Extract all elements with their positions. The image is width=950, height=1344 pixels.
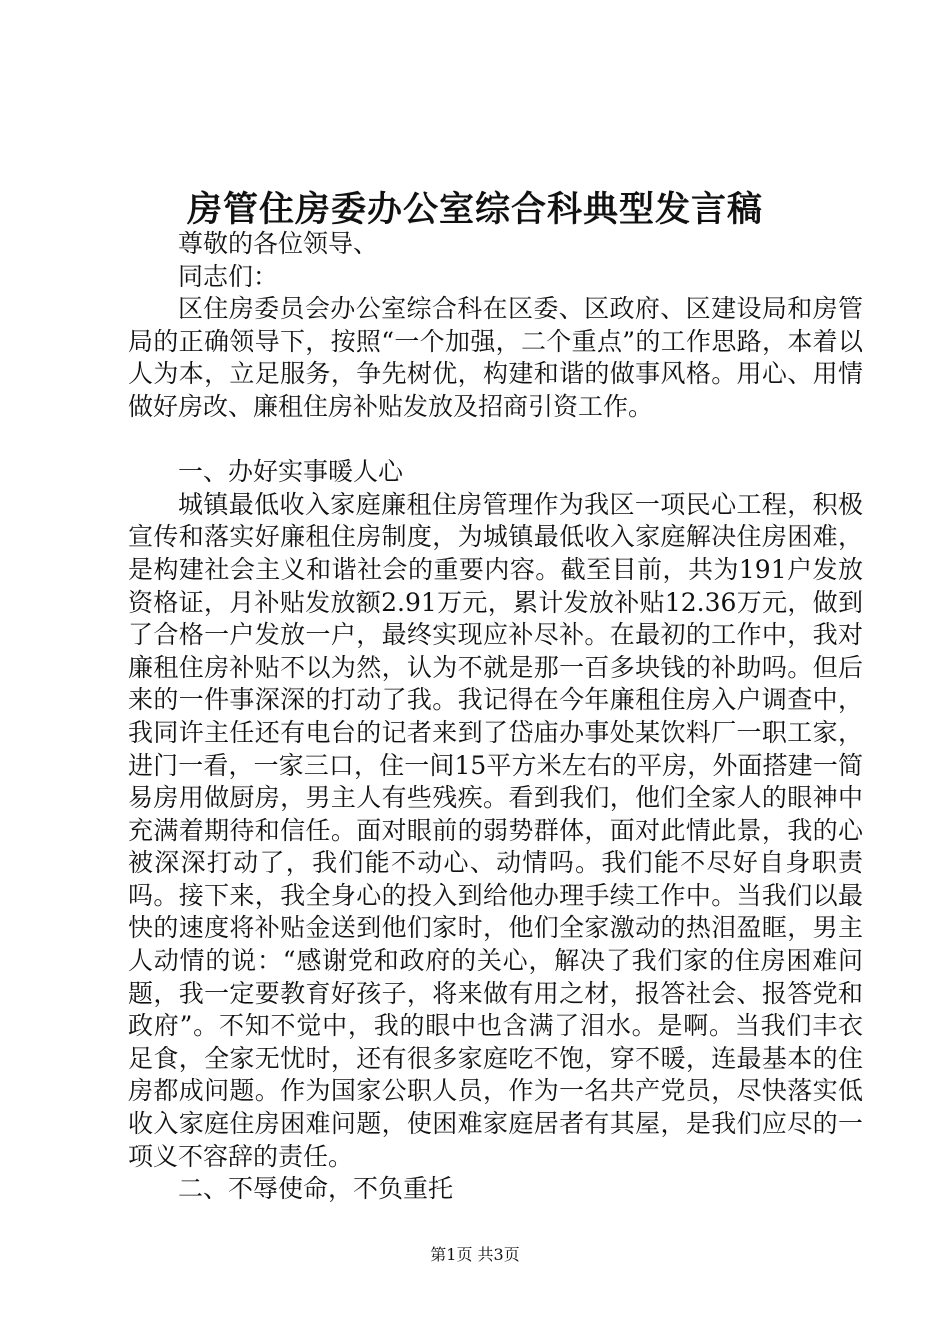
document-title: 房管住房委办公室综合科典型发言稿 (186, 189, 763, 230)
page-footer: 第1页 共3页 (430, 1245, 520, 1264)
document-body (128, 228, 863, 1206)
intro-paragraph: 区住房委员会办公室综合科在区委、区政府、区建设局和房管局的正确领导下，按照“一个加强，二个重点”的工作思路，本着以人为本，立足服务，争先树优，构建和谐的做事风格。用心、用情做好房改、廉租住房补贴发放及招商引资工作。 (128, 294, 863, 421)
salutation-line-2: 同志们： (178, 261, 279, 291)
section-1-paragraph: 城镇最低收入家庭廉租住房管理作为我区一项民心工程，积极宣传和落实好廉租住房制度，为城镇最低收入家庭解决住房困难，是构建社会主义和谐社会的重要内容。截至目前，共为191户发放资格证，月补贴发放额2.91万元，累计发放补贴12.36万元，做到了合格一户发放一户，最终实现应补尽补。在最初的工作中，我对廉租住房补贴不以为然，认为不就是那一百多块钱的补助吗。但后来的一件事深深的打动了我。我记得在今年廉租住房入户调查中，我同许主任还有电台的记者来到了岱庙办事处某饮料厂一职工家，进门一看，一家三口，住一间15平方米左右的平房，外面搭建一简易房用做厨房，男主人有些残疾。看到我们，他们全家人的眼神中充满着期待和信任。面对眼前的弱势群体，面对此情此景，我的心被深深打动了，我们能不动心、动情吗。我们能不尽好自身职责吗。接下来，我全身心的投入到给他办理手续工作中。当我们以最快的速度将补贴金送到他们家时，他们全家激动的热泪盈眶，男主人动情的说：“感谢党和政府的关心，解决了我们家的住房困难问题，我一定要教育好孩子，将来做有用之材，报答社会、报答党和政府”。不知不觉中，我的眼中也含满了泪水。是啊。当我们丰衣足食，全家无忧时，还有很多家庭吃不饱，穿不暖，连最基本的住房都成问题。作为国家公职人员，作为一名共产党员，尽快落实低收入家庭住房困难问题，使困难家庭居者有其屋，是我们应尽的一项义不容辞的责任。 (128, 489, 863, 1171)
salutation-line-1: 尊敬的各位领导、 (178, 229, 379, 258)
section-heading-2: 二、不辱使命，不负重托 (178, 1174, 454, 1204)
section-heading-1: 一、办好实事暖人心 (178, 457, 404, 487)
